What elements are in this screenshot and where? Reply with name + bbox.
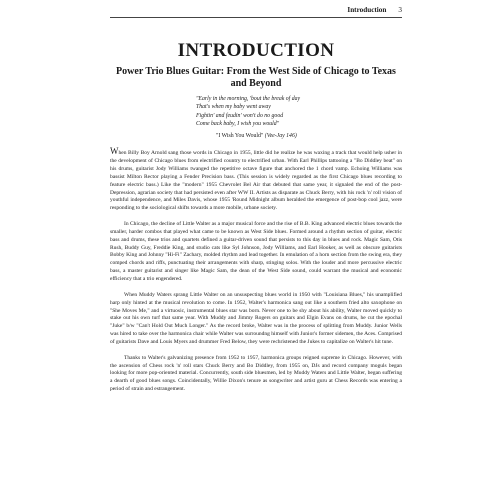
chapter-subtitle: Power Trio Blues Guitar: From the West Side of Chicago to Texas and Beyond (116, 66, 396, 89)
epigraph-source-label: (Vee-Jay 146) (264, 133, 297, 140)
epigraph (196, 95, 406, 140)
drop-cap: W (110, 146, 119, 156)
epigraph-line: That's when my baby went away (196, 104, 271, 111)
page-number: 3 (398, 6, 402, 14)
epigraph-source (216, 132, 406, 140)
body-text (110, 148, 402, 402)
epigraph-line: Fightin' and feudin' won't do no good (196, 112, 284, 119)
paragraph (110, 148, 402, 213)
paragraph-text: hen Billy Boy Arnold sang those words in Chicago in 1955, little did he realize he was waxing a track that would help usher in the development of Chicago blues from electrified country to electrified urban. With Earl Phillips tattooing a "Bo Diddley beat" on his drums, guitarist Jody Williams twanged the repetitive octave figure that anchored the 1 chord vamp. Echoing Williams was bassist Milton Rector playing a Fender Precision bass. (This session is widely regarded as the first Chicago blues recording to feature electric bass.) Like the "modern" 1955 Chevrolet Bel Air that debuted that same year, it signaled the end of the post-Depression, agrarian society that had persisted even after WW II. Artists as disparate as Chuck Berry, with his rock 'n' roll vision of youthful independence, and Miles Davis, whose 1955 'Round Midnight album heralded the emergence of post-bop cool jazz, were responding to the sociological shifts towards a more mobile, urbane society. (110, 150, 402, 212)
running-head (110, 6, 402, 18)
epigraph-source-title: "I Wish You Would" (216, 133, 264, 140)
epigraph-line: "Early in the morning, 'bout the break of day (196, 96, 301, 102)
section-title: Introduction (347, 6, 387, 14)
paragraph: When Muddy Waters sprang Little Walter on an unsuspecting blues world in 1950 with "Louisiana Blues," his unamplified harp only hinted at the musical revolution to come. In 1952, Walter's harmonica sang out like a southern fried alto saxophone on "She Moves Me," and a virtuosic, instrumental blues star was born. Never one to be shy about his ability, Walter moved quickly to stake out his own turf that same year. With Muddy and Jimmy Rogers on guitars and Elgin Evans on drums, he cut the epochal "Juke" b/w "Can't Hold Out Much Longer." As the record broke, Walter was in the process of splitting from Muddy. Junior Wells was hired to take over the harmonica chair while Walter was surroundng himself with Junior's former sidemen, the Aces. Comprised of guitarists Dave and Louis Myers and drummer Fred Below, they were rechristened the Jukes to capitalize on Walter's hit tune. (110, 291, 402, 346)
chapter-title: INTRODUCTION (177, 40, 335, 61)
paragraph: In Chicago, the decline of Little Walter as a major musical force and the rise of B.B. King advanced electric blues towards the smaller, harder combos that played what came to be known as West Side blues. Formed around a rhythm section of guitar, electric bass and drums, these trios and quartets defined a guitar-driven sound that persists to this day in blues and rock. Magic Sam, Otis Rush, Buddy Guy, Freddie King, and studio cats like Syl Johnson, Jody Williams, and Earl Hooker, as well as obscure guitarists Bobby King and Johnny "Hi-Fi" Zachary, molded rhythm and lead together. In emulation of a horn section from the swing era, they comped chords and riffs, punctuating their arrangements with sharp, stinging solos. With the louder and more percussive electric bass, a master guitarist and singer like Magic Sam, the dean of the West Side sound, could warrant the musical and economic efficiency that a trio engendered. (110, 220, 402, 283)
epigraph-line: Come back baby, I wish you would" (196, 120, 280, 127)
paragraph: Thanks to Walter's galvanizing presence from 1952 to 1957, harmonica groups reigned supreme in Chicago. However, with the ascension of Chess rock 'n' roll stars Chuck Berry and Bo Diddley, from 1955 on, DJs and record company moguls began looking for more pop-oriented material. Concurrently, south side bluesmen, led by Muddy Waters and Little Walter, began suffering a dearth of good blues songs. Coincidentally, Willie Dixon's tenure as songwriter and artist guru at Chess Records was entering a period of strain and estrangement. (110, 354, 402, 393)
